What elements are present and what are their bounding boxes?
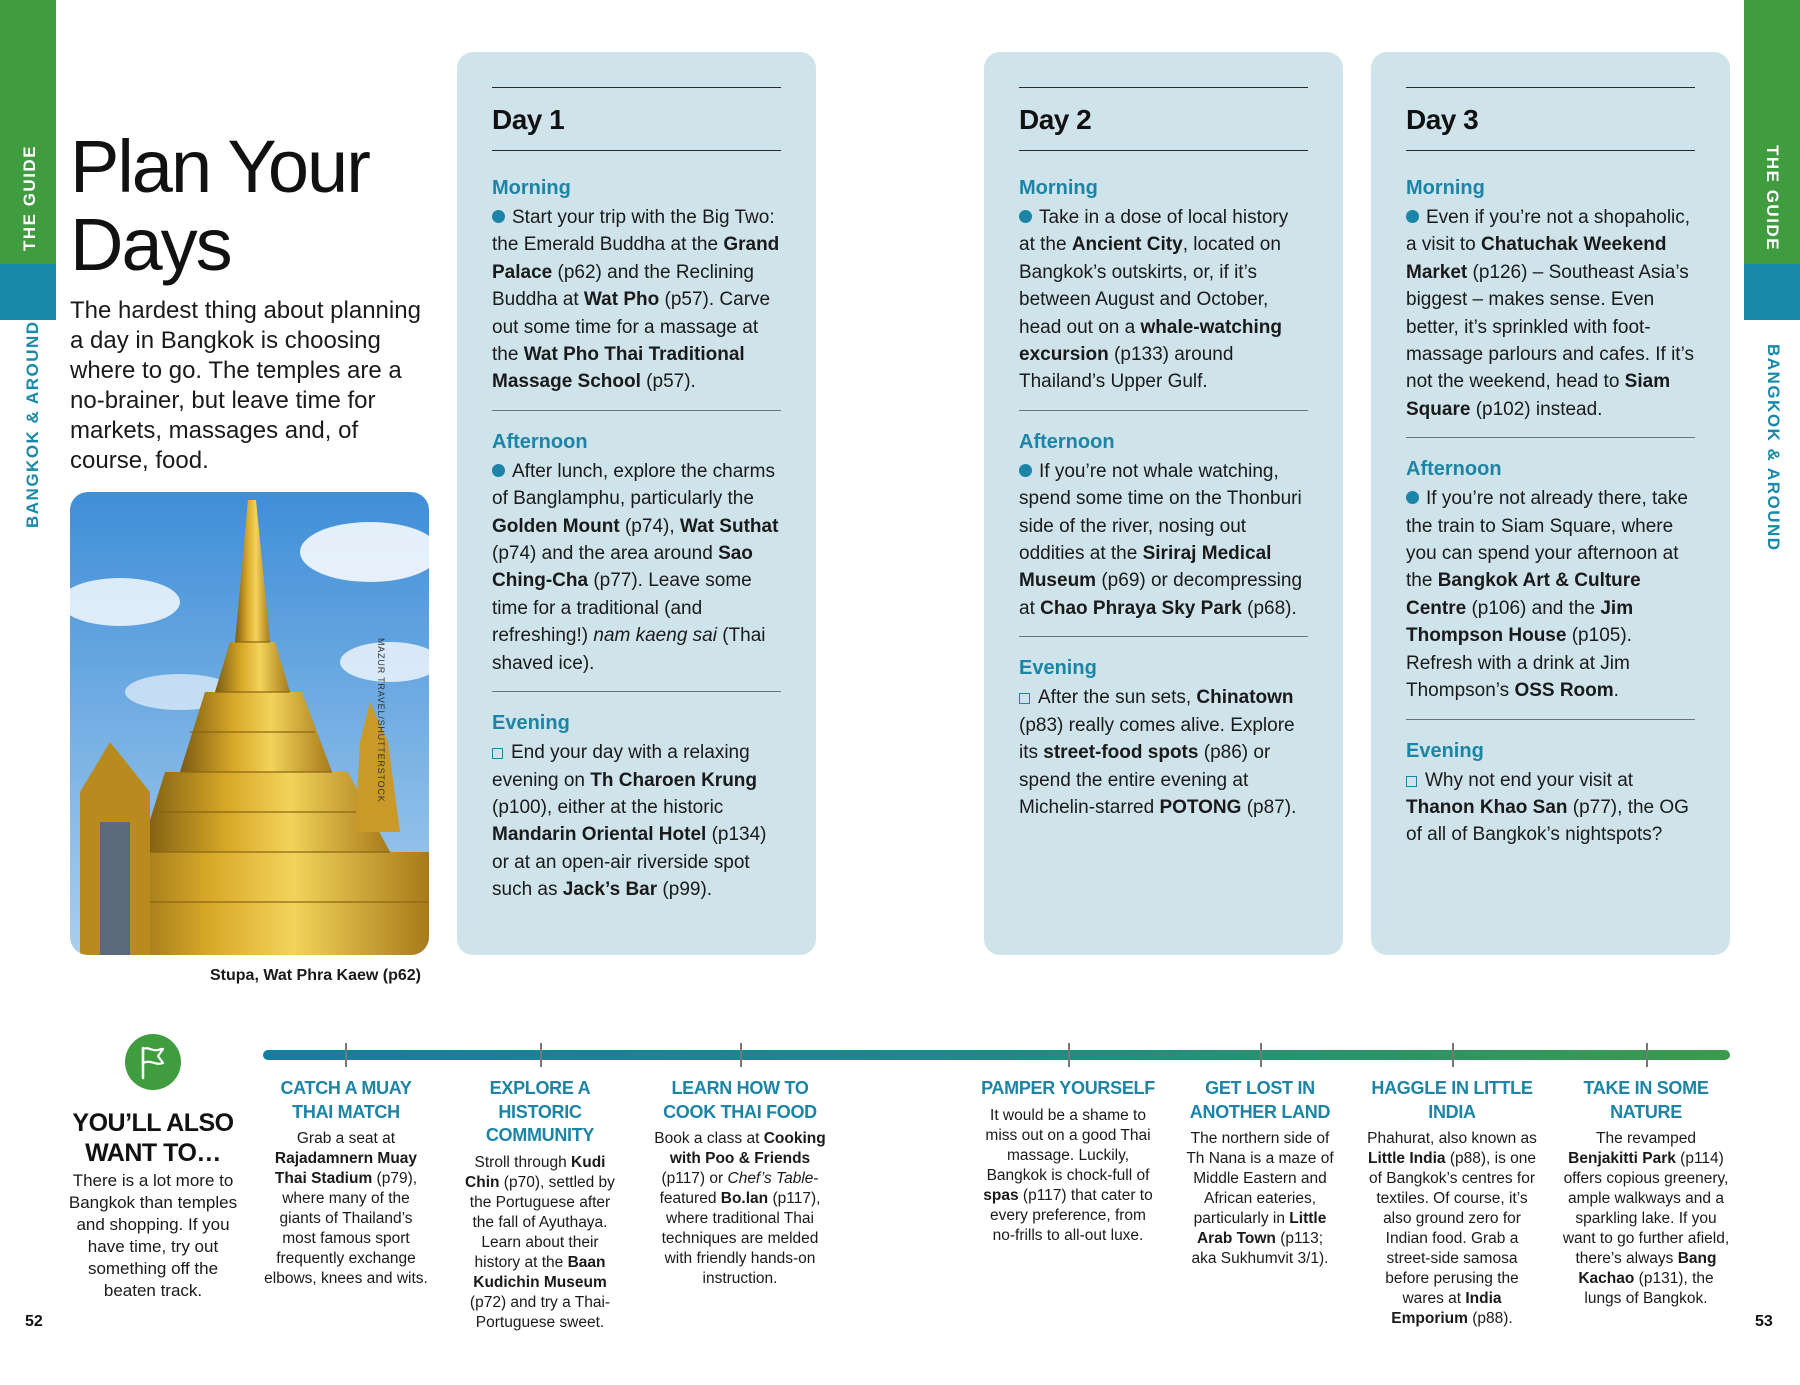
text-run: Phahurat, also known as	[1367, 1130, 1537, 1147]
text-run: (p77), the OG of all of Bangkok’s nightspots?	[1406, 796, 1689, 846]
activity-heading: TAKE IN SOME NATURE	[1583, 1078, 1709, 1122]
bold-text: Chao Phraya Sky Park	[1040, 597, 1242, 619]
text-run: (p74) and the area around	[492, 543, 719, 565]
text-run: (p83) really comes alive. Explore its	[1019, 714, 1295, 764]
timeline-tick	[540, 1043, 542, 1067]
bold-text: Little Arab Town	[1196, 1210, 1327, 1247]
divider	[1019, 636, 1308, 637]
bold-text: Wat Pho Thai Traditional Massage School	[492, 344, 745, 393]
right-tab-region-label: BANGKOK & AROUND	[1764, 344, 1783, 552]
section-text	[492, 739, 781, 903]
bold-text: Bang Kachao	[1578, 1250, 1717, 1287]
text-run: The revamped	[1596, 1130, 1696, 1147]
section-text	[1019, 204, 1308, 396]
bullet-square-icon	[492, 748, 503, 759]
text-run: Take in a dose of local history at the	[1019, 207, 1289, 256]
text-run: (p99).	[657, 879, 713, 901]
day-title: Day 1	[492, 104, 565, 135]
bullet-square-icon	[1406, 776, 1417, 787]
bold-text: Wat Pho	[583, 289, 660, 311]
timeline-tick	[345, 1043, 347, 1067]
bold-text: Siam Square	[1406, 371, 1671, 420]
section-heading: Afternoon	[492, 430, 588, 453]
bold-text: Benjakitti Park	[1568, 1150, 1676, 1167]
text-run: (p134) or at an open-air riverside spot such as	[492, 824, 767, 901]
section-heading: Afternoon	[1406, 458, 1502, 481]
text-run: (p57).	[640, 371, 696, 393]
divider	[1406, 437, 1695, 438]
section-heading: Evening	[1019, 657, 1097, 680]
photo-caption: Stupa, Wat Phra Kaew (p62)	[210, 967, 421, 984]
day-card-1-content	[492, 87, 781, 904]
section-text	[1019, 458, 1308, 622]
text-run: If you’re not already there, take the train to Siam Square, where you can spend your afternoon at the	[1406, 488, 1688, 592]
section-heading: Morning	[1019, 177, 1098, 199]
activity-muay-thai	[262, 1077, 430, 1289]
intro-text: The hardest thing about planning a day in Bangkok is choosing where to go. The temples are a no-brainer, but leave time for markets, massages and, of course, food.	[70, 297, 421, 474]
text-run: (p87).	[1241, 796, 1297, 818]
left-tab-guide-label: THE GUIDE	[20, 144, 39, 252]
bold-text: Bo.lan	[720, 1190, 769, 1207]
bullet-dot-icon	[492, 210, 505, 223]
text-run: (p69) or decompressing at	[1019, 570, 1303, 619]
bold-text: street-food spots	[1043, 742, 1199, 764]
text-run: (p72) and try a Thai-Portuguese sweet.	[469, 1293, 611, 1331]
text-run: (p133) around Thailand’s Upper Gulf.	[1019, 344, 1234, 393]
timeline-tick	[1260, 1043, 1262, 1067]
divider	[492, 410, 781, 411]
text-run: (p114) offers copious greenery, ample walkways and a sparkling lake. If you want to go further afield, there’s always	[1562, 1150, 1730, 1267]
bold-text: Kudi Chin	[465, 1153, 606, 1191]
day-title: Day 3	[1406, 104, 1479, 135]
text-run: , located on Bangkok’s outskirts, or, if it’s between August and October, head out on a	[1019, 234, 1281, 338]
section-text	[492, 204, 781, 396]
day-card-2-content	[1019, 87, 1308, 821]
text-run: (p117) or	[661, 1170, 728, 1187]
bold-text: Jack’s Bar	[562, 879, 658, 901]
also-want-text: There is a lot more to Bangkok than temples and shopping. If you have time, try out something off the beaten track.	[68, 1171, 238, 1300]
text-run: (p77). Leave some time for a traditional (and refreshing!)	[492, 570, 752, 647]
section-heading: Evening	[1406, 739, 1484, 762]
activity-heading: PAMPER YOURSELF	[981, 1078, 1155, 1098]
text-run: (p100), either at the historic	[492, 796, 724, 818]
bold-text: Rajadamnern Muay Thai Stadium	[274, 1150, 418, 1187]
day-card-2	[984, 52, 1343, 955]
activity-heading: EXPLORE A HISTORIC COMMUNITY	[485, 1078, 595, 1145]
bold-text: POTONG	[1159, 796, 1242, 818]
bullet-square-icon	[1019, 693, 1030, 704]
section-text	[1406, 767, 1695, 849]
text-run: (p62) and the Reclining Buddha at	[492, 261, 754, 311]
photo-credit: MAZUR TRAVEL/SHUTTERSTOCK	[376, 638, 386, 803]
divider	[492, 150, 781, 151]
bold-text: Siriraj Medical Museum	[1019, 543, 1272, 592]
page-title-line1: Plan Your	[70, 125, 369, 208]
timeline-tick	[740, 1043, 742, 1067]
day-card-1	[457, 52, 816, 955]
text-run: (p106) and the	[1466, 597, 1601, 619]
text-run: Stroll through	[474, 1153, 572, 1171]
section-heading: Morning	[1406, 177, 1485, 199]
text-run: (Thai shaved ice).	[492, 625, 766, 674]
bold-text: Thanon Khao San	[1406, 796, 1568, 818]
page-number-left: 52	[25, 1313, 43, 1330]
bold-text: Chinatown	[1196, 687, 1294, 709]
activity-heading: CATCH A MUAY THAI MATCH	[280, 1078, 412, 1122]
bold-text: Chatuchak Weekend Market	[1406, 234, 1667, 283]
text-run: (p88), is one of Bangkok’s centres for textiles. Of course, it’s also ground zero for Indian food. Grab a street-side samosa before perusing the wares at	[1369, 1150, 1536, 1307]
left-tab-region-label: BANGKOK & AROUND	[23, 320, 42, 528]
activity-text	[980, 1106, 1156, 1246]
activity-heading: GET LOST IN ANOTHER LAND	[1189, 1078, 1331, 1122]
bold-text: Mandarin Oriental Hotel	[492, 824, 707, 846]
bold-text: Golden Mount	[492, 515, 620, 537]
text-run: Book a class at	[654, 1130, 764, 1147]
activity-text	[462, 1153, 618, 1333]
left-tab-region	[0, 264, 56, 320]
divider	[492, 691, 781, 692]
section-heading: Morning	[492, 177, 571, 199]
text-run: Grab a seat at	[296, 1130, 396, 1147]
text-run: (p131), the lungs of Bangkok.	[1584, 1270, 1714, 1307]
page-title	[70, 125, 369, 286]
divider	[1019, 150, 1308, 151]
text-run: (p113; aka Sukhumvit 3/1).	[1191, 1230, 1329, 1267]
text-run: Even if you’re not a shopaholic, a visit to	[1406, 207, 1691, 256]
bullet-dot-icon	[1019, 210, 1032, 223]
text-run: (p117) that cater to every preference, from no-frills to all-out luxe.	[990, 1186, 1153, 1244]
text-run: (p79), where many of the giants of Thailand’s most famous sport frequently exchange elbows, knees and wits.	[264, 1170, 428, 1287]
bold-text: Little India	[1368, 1150, 1446, 1167]
activity-text	[1366, 1129, 1538, 1329]
timeline-tick	[1452, 1043, 1454, 1067]
text-run: (p68).	[1241, 597, 1297, 619]
bullet-dot-icon	[1406, 491, 1419, 504]
text-run: (p57). Carve out some time for a massage at the	[492, 289, 771, 366]
bold-text: Th Charoen Krung	[590, 769, 758, 791]
activity-little-india	[1366, 1077, 1538, 1329]
right-tab-guide-label: THE GUIDE	[1763, 144, 1782, 252]
section-text	[1406, 204, 1695, 423]
activity-cook-thai	[650, 1077, 830, 1289]
also-want-heading: YOU’LL ALSO WANT TO…	[72, 1109, 234, 1167]
text-run: The northern side of Th Nana is a maze of Middle Eastern and African eateries, particularly in	[1186, 1130, 1334, 1227]
activity-historic-community	[462, 1077, 618, 1333]
activity-text	[1560, 1129, 1732, 1309]
section-text	[1019, 684, 1308, 821]
bold-text: whale-watching excursion	[1019, 316, 1282, 366]
activity-heading: LEARN HOW TO COOK THAI FOOD	[663, 1078, 817, 1122]
text-run: (p117), where traditional Thai techniques are melded with friendly hands-on instruction.	[661, 1190, 821, 1287]
activity-heading: HAGGLE IN LITTLE INDIA	[1371, 1078, 1533, 1122]
right-tab-region	[1744, 264, 1800, 320]
text-run: (p74),	[619, 515, 680, 537]
flag-icon	[125, 1034, 181, 1090]
text-run: (p88).	[1467, 1310, 1513, 1327]
activity-another-land	[1184, 1077, 1336, 1269]
text-run: Why not end your visit at	[1425, 769, 1634, 791]
text-run: (p102) instead.	[1470, 398, 1603, 420]
italic-text: nam kaeng sai	[593, 625, 717, 647]
text-run: Start your trip with the Big Two: the Emerald Buddha at the	[492, 207, 775, 256]
section-heading: Evening	[492, 712, 570, 735]
bold-text: Jim Thompson House	[1406, 597, 1634, 647]
activity-text	[262, 1129, 430, 1289]
text-run: If you’re not whale watching, spend some time on the Thonburi side of the river, nosing out oddities at the	[1019, 460, 1302, 565]
timeline-tick	[1646, 1043, 1648, 1067]
text-run: (p86) or spend the entire evening at Michelin-starred	[1019, 742, 1271, 818]
activity-text	[1184, 1129, 1336, 1269]
text-run: -featured	[659, 1170, 819, 1207]
activity-pamper	[980, 1077, 1156, 1246]
bold-text: Bangkok Art & Culture Centre	[1406, 570, 1641, 619]
bold-text: Cooking with Poo & Friends	[669, 1130, 826, 1167]
text-run: End your day with a relaxing evening on	[492, 742, 750, 791]
bold-text: Ancient City	[1071, 234, 1183, 256]
bold-text: Baan Kudichin Museum	[473, 1253, 607, 1291]
section-text	[492, 458, 781, 677]
bold-text: Sao Ching-Cha	[492, 543, 753, 592]
bold-text: India Emporium	[1391, 1290, 1502, 1327]
text-run: (p70), settled by the Portuguese after the fall of Ayuthaya. Learn about their history at the	[469, 1173, 615, 1271]
section-heading: Afternoon	[1019, 430, 1115, 453]
italic-text: Chef’s Table	[727, 1170, 814, 1187]
text-run: After lunch, explore the charms of Banglamphu, particularly the	[492, 460, 775, 510]
timeline-bar	[263, 1050, 1730, 1060]
divider	[1406, 719, 1695, 720]
page-number-right: 53	[1755, 1313, 1773, 1330]
text-run: .	[1613, 680, 1619, 702]
divider	[1406, 150, 1695, 151]
section-text	[1406, 485, 1695, 704]
text-run: (p126) – Southeast Asia’s biggest – makes sense. Even better, it’s sprinkled with foot-massage parlours and cafes. If it’s not the weekend, head to	[1406, 261, 1694, 393]
bold-text: Wat Suthat	[679, 515, 779, 537]
activity-text	[650, 1129, 830, 1289]
bullet-dot-icon	[1406, 210, 1419, 223]
text-run: (p105). Refresh with a drink at Jim Thompson’s	[1406, 625, 1632, 702]
bold-text: OSS Room	[1514, 680, 1614, 702]
timeline-tick	[1068, 1043, 1070, 1067]
bullet-dot-icon	[492, 464, 505, 477]
day-title: Day 2	[1019, 104, 1092, 135]
text-run: It would be a shame to miss out on a good Thai massage. Luckily, Bangkok is chock-full of	[985, 1106, 1151, 1184]
divider	[1019, 410, 1308, 411]
text-run: After the sun sets,	[1038, 687, 1197, 709]
bullet-dot-icon	[1019, 464, 1032, 477]
day-card-3-content	[1406, 87, 1695, 849]
page-title-line2: Days	[70, 203, 231, 286]
day-card-3	[1371, 52, 1730, 955]
activity-nature	[1560, 1077, 1732, 1309]
bold-text: spas	[983, 1186, 1019, 1204]
bold-text: Grand Palace	[492, 234, 780, 283]
